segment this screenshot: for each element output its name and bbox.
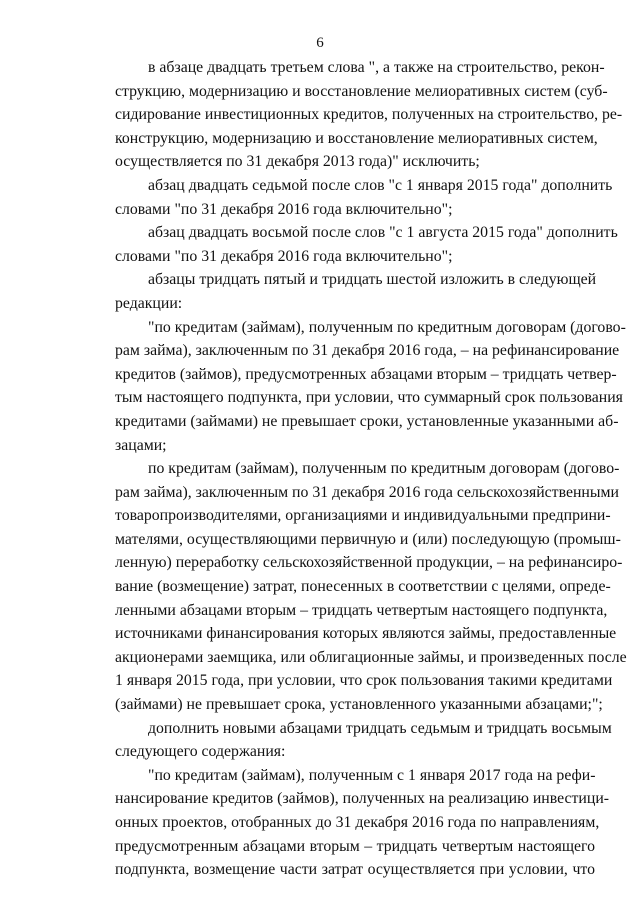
text-line: вание (возмещение) затрат, понесенных в соответствии с целями, опреде-	[115, 578, 611, 596]
text-line: подпункта, возмещение части затрат осуществляется при условии, что	[115, 861, 595, 879]
text-line: нансирование кредитов (займов), полученных на реализацию инвестици-	[115, 790, 610, 808]
text-line: 1 января 2015 года, при условии, что срок пользования такими кредитами	[115, 672, 613, 690]
text-line: акционерами заемщика, или облигационные займы, и произведенных после	[115, 648, 627, 666]
text-line: ленную) переработку сельскохозяйственной продукции, – на рефинансиро-	[115, 554, 623, 572]
text-line: "по кредитам (займам), полученным с 1 января 2017 года на рефи-	[148, 766, 596, 784]
text-line: струкцию, модернизацию и восстановление мелиоративных систем (суб-	[115, 82, 608, 100]
text-line: следующего содержания:	[115, 743, 286, 761]
text-line: абзац двадцать восьмой после слов "с 1 августа 2015 года" дополнить	[148, 224, 618, 242]
text-line: тым настоящего подпункта, при условии, что суммарный срок пользования	[115, 389, 623, 407]
text-line: кредитов (займов), предусмотренных абзацами вторым – тридцать четвер-	[115, 365, 617, 383]
paragraph	[115, 717, 612, 764]
text-line: по кредитам (займам), полученным по кредитным договорам (догово-	[148, 460, 620, 478]
text-line: онных проектов, отобранных до 31 декабря 2016 года по направлениям,	[115, 814, 600, 831]
text-line: редакции:	[115, 294, 183, 312]
text-line: рам займа), заключенным по 31 декабря 2016 года, – на рефинансирование	[115, 342, 620, 360]
paragraph	[115, 316, 626, 458]
paragraph	[115, 764, 610, 882]
paragraph	[115, 174, 613, 221]
paragraph	[115, 268, 595, 315]
text-line: словами "по 31 декабря 2016 года включительно";	[115, 247, 453, 265]
paragraph	[115, 56, 623, 174]
text-line: мателями, осуществляющими первичную и (или) последующую (промыш-	[115, 530, 621, 548]
paragraph	[115, 221, 618, 268]
text-line: осуществляется по 31 декабря 2013 года)" исключить;	[115, 153, 480, 171]
text-line: абзац двадцать седьмой после слов "с 1 января 2015 года" дополнить	[148, 176, 613, 194]
text-line: сидирование инвестиционных кредитов, полученных на строительство, ре-	[115, 106, 623, 124]
text-line: (займами) не превышает срока, установленного указанными абзацами;";	[115, 696, 603, 714]
text-line: словами "по 31 декабря 2016 года включительно";	[115, 200, 453, 218]
text-line: дополнить новыми абзацами тридцать седьмым и тридцать восьмым	[148, 719, 612, 737]
text-line: "по кредитам (займам), полученным по кредитным договорам (догово-	[148, 318, 626, 336]
page-number: 6	[316, 35, 324, 51]
text-line: предусмотренным абзацами вторым – тридцать четвертым настоящего	[115, 837, 595, 855]
text-line: в абзаце двадцать третьем слова ", а также на строительство, рекон-	[148, 59, 605, 76]
text-line: товаропроизводителями, организациями и индивидуальными предприни-	[115, 507, 611, 525]
text-line: рам займа), заключенным по 31 декабря 2016 года сельскохозяйственными	[115, 483, 619, 501]
text-line: зацами;	[115, 436, 167, 454]
paragraph	[115, 457, 627, 717]
document-body	[115, 56, 627, 882]
text-line: источниками финансирования которых являются займы, предоставленные	[115, 625, 617, 643]
text-line: абзацы тридцать пятый и тридцать шестой изложить в следующей	[148, 271, 597, 289]
text-line: конструкцию, модернизацию и восстановление мелиоративных систем,	[115, 129, 598, 147]
text-line: ленными абзацами вторым – тридцать четвертым настоящего подпункта,	[115, 601, 608, 619]
text-line: кредитами (займами) не превышает сроки, установленные указанными аб-	[115, 412, 619, 430]
